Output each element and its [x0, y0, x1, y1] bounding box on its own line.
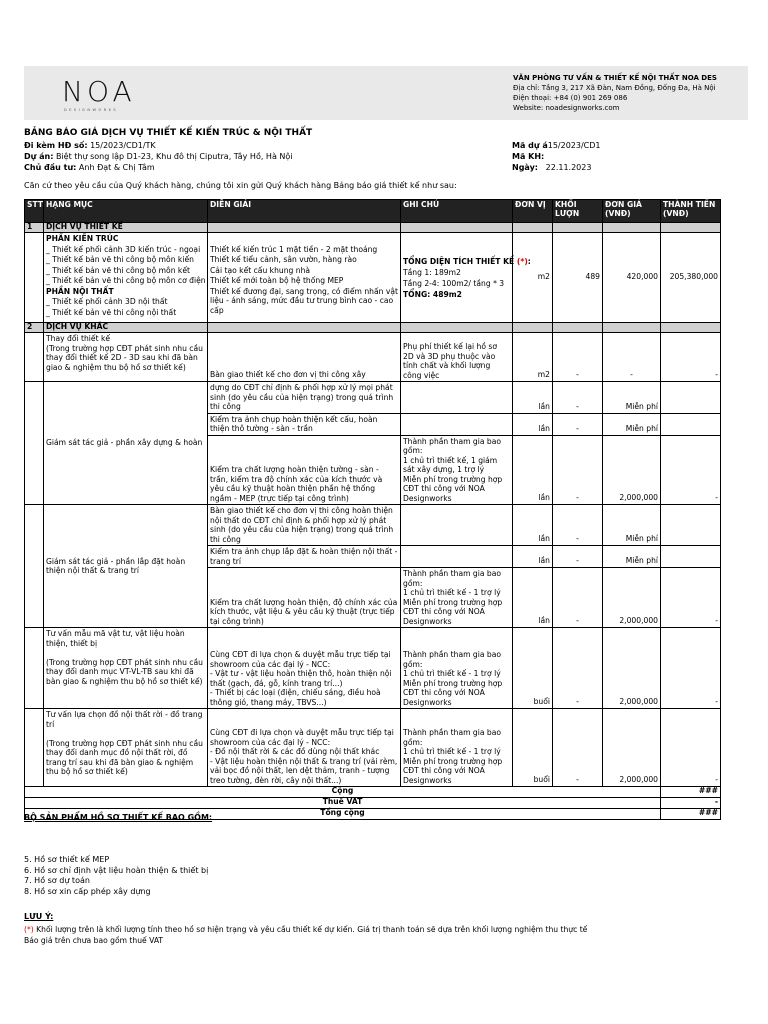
- total-label: Thuế VAT: [25, 798, 661, 809]
- row-desc: Cùng CĐT đi lựa chọn và duyệt mẫu trực tiếp tại showroom của các đại lý - NCC: - Đồ nội thất rời & các đồ dùng nội thất khác - Vật liệu hoàn thiện nội thất & trang trí (vải rèm, vải bọc đồ nội thất, len dệt thảm, tranh - tượng treo tường, đèn rời, cây nội thất...): [208, 709, 401, 787]
- interior-item: _ Thiết kế phối cảnh 3D nội thất: [46, 297, 168, 306]
- area-line: Tầng 1: 189m2: [403, 267, 461, 277]
- row-qty: -: [553, 628, 603, 709]
- document-title: BẢNG BÁO GIÁ DỊCH VỤ THIẾT KẾ KIẾN TRÚC & NỘI THẤT: [24, 128, 313, 138]
- col-price: ĐƠN GIÁ (VNĐ): [603, 200, 661, 223]
- row-item: Thay đổi thiết kế (Trong trường hợp CĐT phát sinh nhu cầu thay đổi thiết kế 2D - 3D sau khi đã bàn giao & nghiệm thu bộ hồ sơ thiết kế): [44, 333, 208, 382]
- total-row-subtotal: [25, 787, 721, 798]
- code-line: [512, 141, 601, 150]
- company-logo: [62, 75, 136, 112]
- row-desc: Bàn giao thiết kế cho đơn vị thi công xây: [208, 333, 401, 382]
- row-price: 2,000,000: [603, 435, 661, 505]
- col-total: THÀNH TIỀN (VNĐ): [661, 200, 721, 223]
- notes-title: LƯU Ý:: [24, 912, 54, 921]
- row-price: 2,000,000: [603, 568, 661, 628]
- row-unit: lần: [513, 382, 553, 414]
- company-address: Địa chỉ: Tầng 3, 217 Xã Đàn, Nam Đồng, Đống Đa, Hà Nội: [513, 84, 716, 92]
- products-list: [24, 834, 208, 897]
- note-line: Báo giá trên chưa bao gồm thuế VAT: [24, 936, 164, 945]
- company-phone: Điện thoại: +84 (0) 901 269 086: [513, 94, 628, 102]
- table-row-supervise-interior: [25, 505, 721, 546]
- arch-desc: Thiết kế tiểu cảnh, sân vườn, hàng rào: [210, 255, 357, 264]
- total-label: Cộng: [25, 787, 661, 798]
- design-unit: m2: [513, 233, 553, 323]
- owner-line: [24, 163, 155, 172]
- area-title-line: [403, 256, 531, 267]
- row-price: Miễn phí: [603, 505, 661, 546]
- row-desc: Kiểm tra ảnh chụp lắp đặt & hoàn thiện nội thất - trang trí: [208, 546, 401, 568]
- col-desc: DIỄN GIẢI: [208, 200, 401, 223]
- interior-heading: PHẦN NỘI THẤT: [46, 286, 114, 296]
- code-label: Mã dự á: [512, 141, 548, 150]
- row-desc: Cùng CĐT đi lựa chọn & duyệt mẫu trực tiếp tại showroom của các đại lý - NCC: - Vật tư - vật liệu hoàn thiện thô, hoàn thiện nội thất (gạch, đá, gỗ, kính trang trí...) - Thiết bị các loại (điện, chiếu sáng, điều hoà thông gió, thang máy, TBVS...): [208, 628, 401, 709]
- row-unit: buổi: [513, 709, 553, 787]
- product-item: 6. Hồ sơ chỉ định vật liệu hoàn thiện & thiết bị: [24, 865, 209, 875]
- row-price: Miễn phí: [603, 382, 661, 414]
- row-note: Thành phần tham gia bao gồm: 1 chủ trì thiết kế - 1 trợ lý Miễn phí trong trường hợp CĐT thi công với NOA Designworks: [401, 568, 513, 628]
- attach-label: Đi kèm HĐ số:: [24, 141, 88, 150]
- total-row-vat: [25, 798, 721, 809]
- arch-item: _ Thiết kế phối cảnh 3D kiến trúc - ngoại: [46, 244, 201, 254]
- project-line: [24, 152, 292, 161]
- row-item: Giám sát tác giả - phần xây dựng & hoàn: [44, 382, 208, 505]
- company-info: [513, 73, 748, 113]
- logo-subtext: DESIGNWORKS: [64, 108, 119, 112]
- arch-desc: Cải tạo kết cấu khung nhà: [210, 265, 311, 275]
- row-note: Phụ phí thiết kế lại hồ sơ 2D và 3D phụ thuộc vào tính chất và khối lượng công việc: [401, 333, 513, 382]
- note-mark: (*): [24, 925, 34, 934]
- section-title: DỊCH VỤ KHÁC: [44, 323, 208, 333]
- row-unit: lần: [513, 546, 553, 568]
- arch-item: _ Thiết kế bản vẽ thi công bộ môn kết: [46, 265, 190, 275]
- date-value: 22.11.2023: [545, 163, 592, 172]
- row-note: [401, 382, 513, 414]
- date-line: [512, 163, 591, 172]
- design-price: 420,000: [603, 233, 661, 323]
- row-desc: Kiểm tra chất lượng hoàn thiện tường - sàn - trần, kiểm tra độ chính xác của kích thước và yêu cầu kỹ thuật hoàn thiện phần hệ thống ngầm - MEP (trực tiếp tại công trình): [208, 435, 401, 505]
- date-label: Ngày:: [512, 163, 538, 172]
- company-website: Website: noadesignworks.com: [513, 104, 620, 112]
- products-title: BỘ SẢN PHẨM HỒ SƠ THIẾT KẾ BAO GỒM:: [24, 813, 213, 822]
- owner-label: Chủ đầu tư:: [24, 163, 77, 172]
- code-value: 15/2023/CD1: [547, 141, 601, 150]
- row-price: 2,000,000: [603, 628, 661, 709]
- row-total: -: [661, 709, 721, 787]
- total-value: ###: [661, 809, 721, 820]
- arch-desc: Thiết kế kiến trúc 1 mặt tiền - 2 mặt thoáng: [210, 244, 378, 254]
- logo-text: NOA: [62, 75, 136, 108]
- owner-value: Anh Đạt & Chị Tâm: [78, 163, 155, 172]
- row-item: Giám sát tác giả - phần lắp đặt hoàn thiện nội thất & trang trí: [44, 505, 208, 628]
- notes-block: [24, 924, 587, 946]
- area-colon: :: [527, 256, 531, 266]
- row-qty: -: [553, 413, 603, 435]
- interior-desc: Thiết kế đương đại, sang trọng, có điểm nhấn vật liệu - ánh sáng, mức đầu tư trung bình cao - cao cấp: [210, 286, 398, 315]
- row-desc: Kiểm tra chất lượng hoàn thiện, độ chính xác của kích thước, vật liệu & yêu cầu kỹ thuật (trực tiếp tại công trình): [208, 568, 401, 628]
- row-total: [661, 413, 721, 435]
- row-desc: dựng do CĐT chỉ định & phối hợp xử lý mọi phát sinh (do yêu cầu của hiện trạng) trong quá trình thi công: [208, 382, 401, 414]
- row-note: Thành phần tham gia bao gồm: 1 chủ trì thiết kế, 1 giám sát xây dựng, 1 trợ lý Miễn phí trong trường hợp CĐT thi công với NOA Designworks: [401, 435, 513, 505]
- total-value: ###: [661, 787, 721, 798]
- quote-table: [24, 199, 721, 820]
- total-value: -: [661, 798, 721, 809]
- design-total: 205,380,000: [661, 233, 721, 323]
- row-qty: -: [553, 333, 603, 382]
- client-code-label: Mã KH:: [512, 152, 545, 161]
- row-qty: -: [553, 505, 603, 546]
- col-note: GHI CHÚ: [401, 200, 513, 223]
- table-header-row: [25, 200, 721, 223]
- arch-item: _ Thiết kế bản vẽ thi công bộ môn cơ điện: [46, 276, 206, 285]
- row-note: Thành phần tham gia bao gồm: 1 chủ trì thiết kế - 1 trợ lý Miễn phí trong trường hợp CĐT thi công với NOA Designworks: [401, 628, 513, 709]
- product-item: 8. Hồ sơ xin cấp phép xây dựng: [24, 886, 151, 896]
- row-desc: Bàn giao thiết kế cho đơn vị thi công hoàn thiện nội thất do CĐT chỉ định & phối hợp xử lý phát sinh (do yêu cầu của hiện trạng) trong quá trình thi công: [208, 505, 401, 546]
- intro-text: Căn cứ theo yêu cầu của Quý khách hàng, chúng tôi xin gửi Quý khách hàng Bảng báo giá thiết kế như sau:: [24, 181, 457, 190]
- row-price: 2,000,000: [603, 709, 661, 787]
- row-total: -: [661, 435, 721, 505]
- row-note: [401, 546, 513, 568]
- row-unit: buổi: [513, 628, 553, 709]
- section-number: 2: [25, 323, 44, 333]
- col-item: HẠNG MỤC: [44, 200, 208, 223]
- row-unit: lần: [513, 505, 553, 546]
- row-note: Thành phần tham gia bao gồm: 1 chủ trì thiết kế - 1 trợ lý Miễn phí trong trường hợp CĐT thi công với NOA Designworks: [401, 709, 513, 787]
- product-item: 7. Hồ sơ dự toán: [24, 876, 90, 885]
- section-title: DỊCH VỤ THIẾT KẾ: [44, 223, 208, 233]
- arch-desc: Thiết kế mới toàn bộ hệ thống MEP: [210, 276, 344, 285]
- arch-item: _ Thiết kế bản vẽ thi công bộ môn kiến: [46, 255, 194, 264]
- row-qty: -: [553, 435, 603, 505]
- row-item: Tư vấn lựa chọn đồ nội thất rời - đồ trang trí (Trong trường hợp CĐT phát sinh nhu cầu thay đổi danh mục đồ nội thất rời, đồ trang trí sau khi đã bàn giao & nghiệm thu bộ hồ sơ thiết kế): [44, 709, 208, 787]
- design-area-note: [401, 233, 531, 323]
- row-total: [661, 505, 721, 546]
- row-qty: -: [553, 546, 603, 568]
- col-unit: ĐƠN VỊ: [513, 200, 553, 223]
- table-row-advise-materials: [25, 628, 721, 709]
- section-number: 1: [25, 223, 44, 233]
- arch-heading: PHẦN KIẾN TRÚC: [46, 234, 119, 243]
- row-qty: -: [553, 709, 603, 787]
- area-total: TỔNG: 489m2: [403, 289, 462, 299]
- project-value: Biệt thự song lập D1-23, Khu đô thị Ciputra, Tây Hồ, Hà Nội: [55, 152, 293, 161]
- attach-line: [24, 141, 156, 150]
- table-row-advise-furniture: [25, 709, 721, 787]
- note-line: [24, 924, 587, 935]
- row-unit: m2: [513, 333, 553, 382]
- area-mark: (*): [516, 256, 528, 266]
- attach-value: 15/2023/CD1/TK: [90, 141, 156, 150]
- product-item: 5. Hồ sơ thiết kế MEP: [24, 855, 110, 864]
- row-price: -: [603, 333, 661, 382]
- design-items: [44, 233, 208, 323]
- row-price: Miễn phí: [603, 413, 661, 435]
- interior-item: _ Thiết kế bản vẽ thi công nội thất: [46, 307, 177, 317]
- design-desc: [208, 233, 401, 323]
- table-row-redesign: [25, 333, 721, 382]
- area-line: Tầng 2-4: 100m2/ tầng * 3: [403, 278, 505, 288]
- design-qty: 489: [553, 233, 603, 323]
- area-title: TỔNG DIỆN TÍCH THIẾT KẾ: [403, 256, 515, 266]
- row-note: [401, 505, 513, 546]
- table-row-design: [25, 233, 721, 323]
- col-qty: KHỐI LƯỢN: [553, 200, 603, 223]
- project-label: Dự án:: [24, 152, 54, 161]
- row-qty: -: [553, 382, 603, 414]
- row-desc: Kiểm tra ảnh chụp hoàn thiện kết cấu, hoàn thiện thô tường - sàn - trần: [208, 413, 401, 435]
- total-label: Tổng cộng: [25, 809, 661, 820]
- table-row-supervise-build: [25, 382, 721, 414]
- row-note: [401, 413, 513, 435]
- section-row-design: [25, 223, 721, 233]
- row-qty: -: [553, 568, 603, 628]
- row-unit: lần: [513, 568, 553, 628]
- company-name: VĂN PHÒNG TƯ VẤN & THIẾT KẾ NỘI THẤT NOA DES: [513, 74, 717, 82]
- row-total: -: [661, 568, 721, 628]
- row-total: [661, 382, 721, 414]
- row-total: -: [661, 333, 721, 382]
- row-unit: lần: [513, 413, 553, 435]
- row-unit: lần: [513, 435, 553, 505]
- col-stt: STT: [25, 200, 44, 223]
- row-total: -: [661, 628, 721, 709]
- client-code-line: [512, 152, 544, 161]
- section-row-other: [25, 323, 721, 333]
- row-item: Tư vấn mẫu mã vật tư, vật liệu hoàn thiện, thiết bị (Trong trường hợp CĐT phát sinh nhu cầu thay đổi danh mục VT-VL-TB sau khi đã bàn giao & nghiệm thu bộ hồ sơ thiết kế): [44, 628, 208, 709]
- row-total: [661, 546, 721, 568]
- row-price: Miễn phí: [603, 546, 661, 568]
- note-text: Khối lượng trên là khối lượng tính theo hồ sơ hiện trạng và yêu cầu thiết kế dự kiến. Giá trị thanh toán sẽ dựa trên khối lượng nghiệm thu thực tế: [33, 925, 588, 934]
